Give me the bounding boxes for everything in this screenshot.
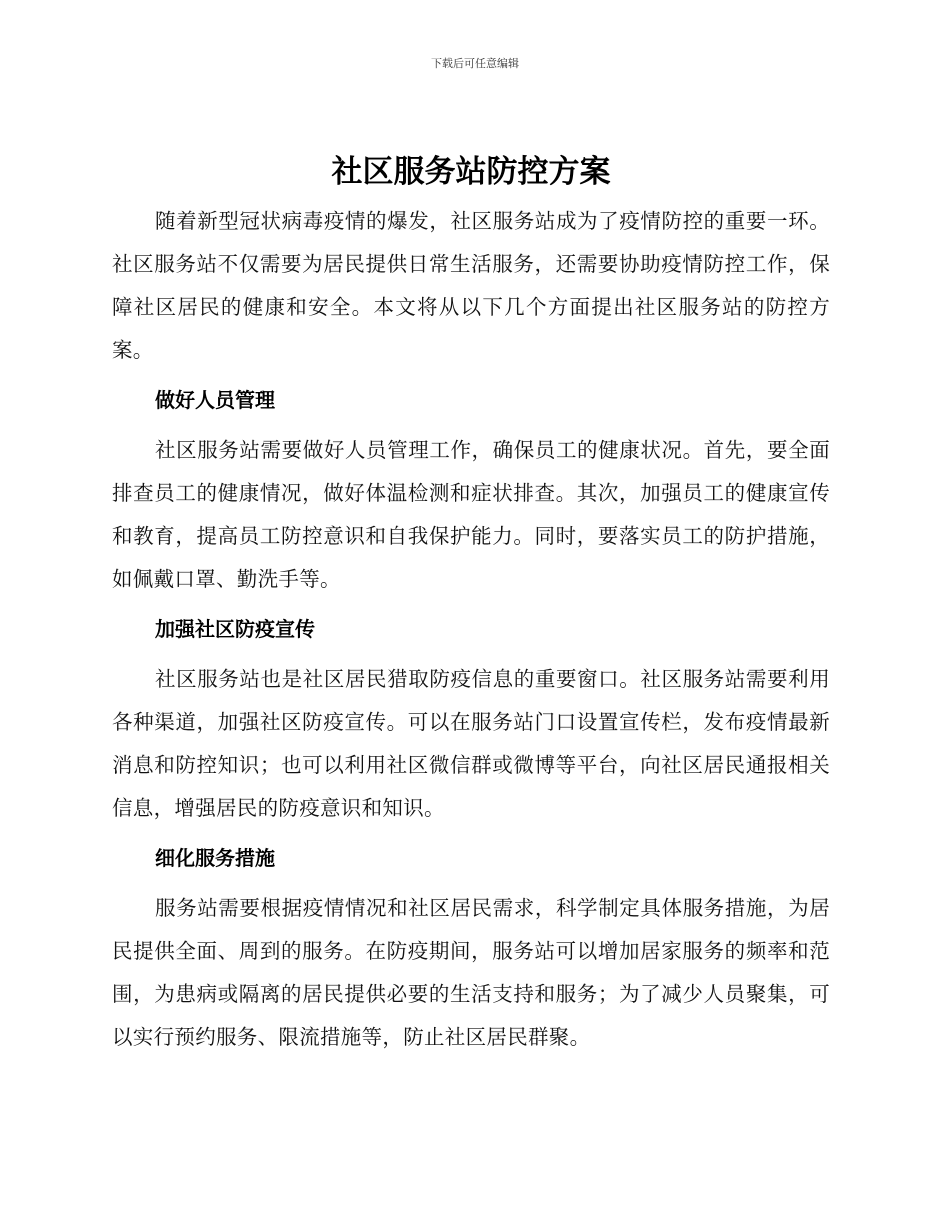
- section-heading-service-measures: 细化服务措施: [155, 846, 275, 870]
- document-title: 社区服务站防控方案: [331, 154, 611, 190]
- section-body-staff-management: 社区服务站需要做好人员管理工作，确保员工的健康状况。首先，要全面排查员工的健康情况，做好体温检测和症状排查。其次，加强员工的健康宣传和教育，提高员工防控意识和自我保护能力。同时，要落实员工的防护措施，如佩戴口罩、勤洗手等。: [112, 438, 830, 591]
- intro-paragraph: 随着新型冠状病毒疫情的爆发，社区服务站成为了疫情防控的重要一环。社区服务站不仅需要为居民提供日常生活服务，还需要协助疫情防控工作，保障社区居民的健康和安全。本文将从以下几个方面提出社区服务站的防控方案。: [112, 209, 830, 362]
- section-body-service-measures: 服务站需要根据疫情情况和社区居民需求，科学制定具体服务措施，为居民提供全面、周到的服务。在防疫期间，服务站可以增加居家服务的频率和范围，为患病或隔离的居民提供必要的生活支持和服务；为了减少人员聚集，可以实行预约服务、限流措施等，防止社区居民群聚。: [112, 896, 830, 1049]
- header-note: 下载后可任意编辑: [431, 57, 519, 70]
- document-body: [112, 150, 830, 1059]
- section-body-publicity: 社区服务站也是社区居民猎取防疫信息的重要窗口。社区服务站需要利用各种渠道，加强社区防疫宣传。可以在服务站门口设置宣传栏，发布疫情最新消息和防控知识；也可以利用社区微信群或微博等平台，向社区居民通报相关信息，增强居民的防疫意识和知识。: [112, 667, 830, 820]
- section-heading-publicity: 加强社区防疫宣传: [155, 617, 315, 641]
- section-heading-staff-management: 做好人员管理: [155, 388, 275, 412]
